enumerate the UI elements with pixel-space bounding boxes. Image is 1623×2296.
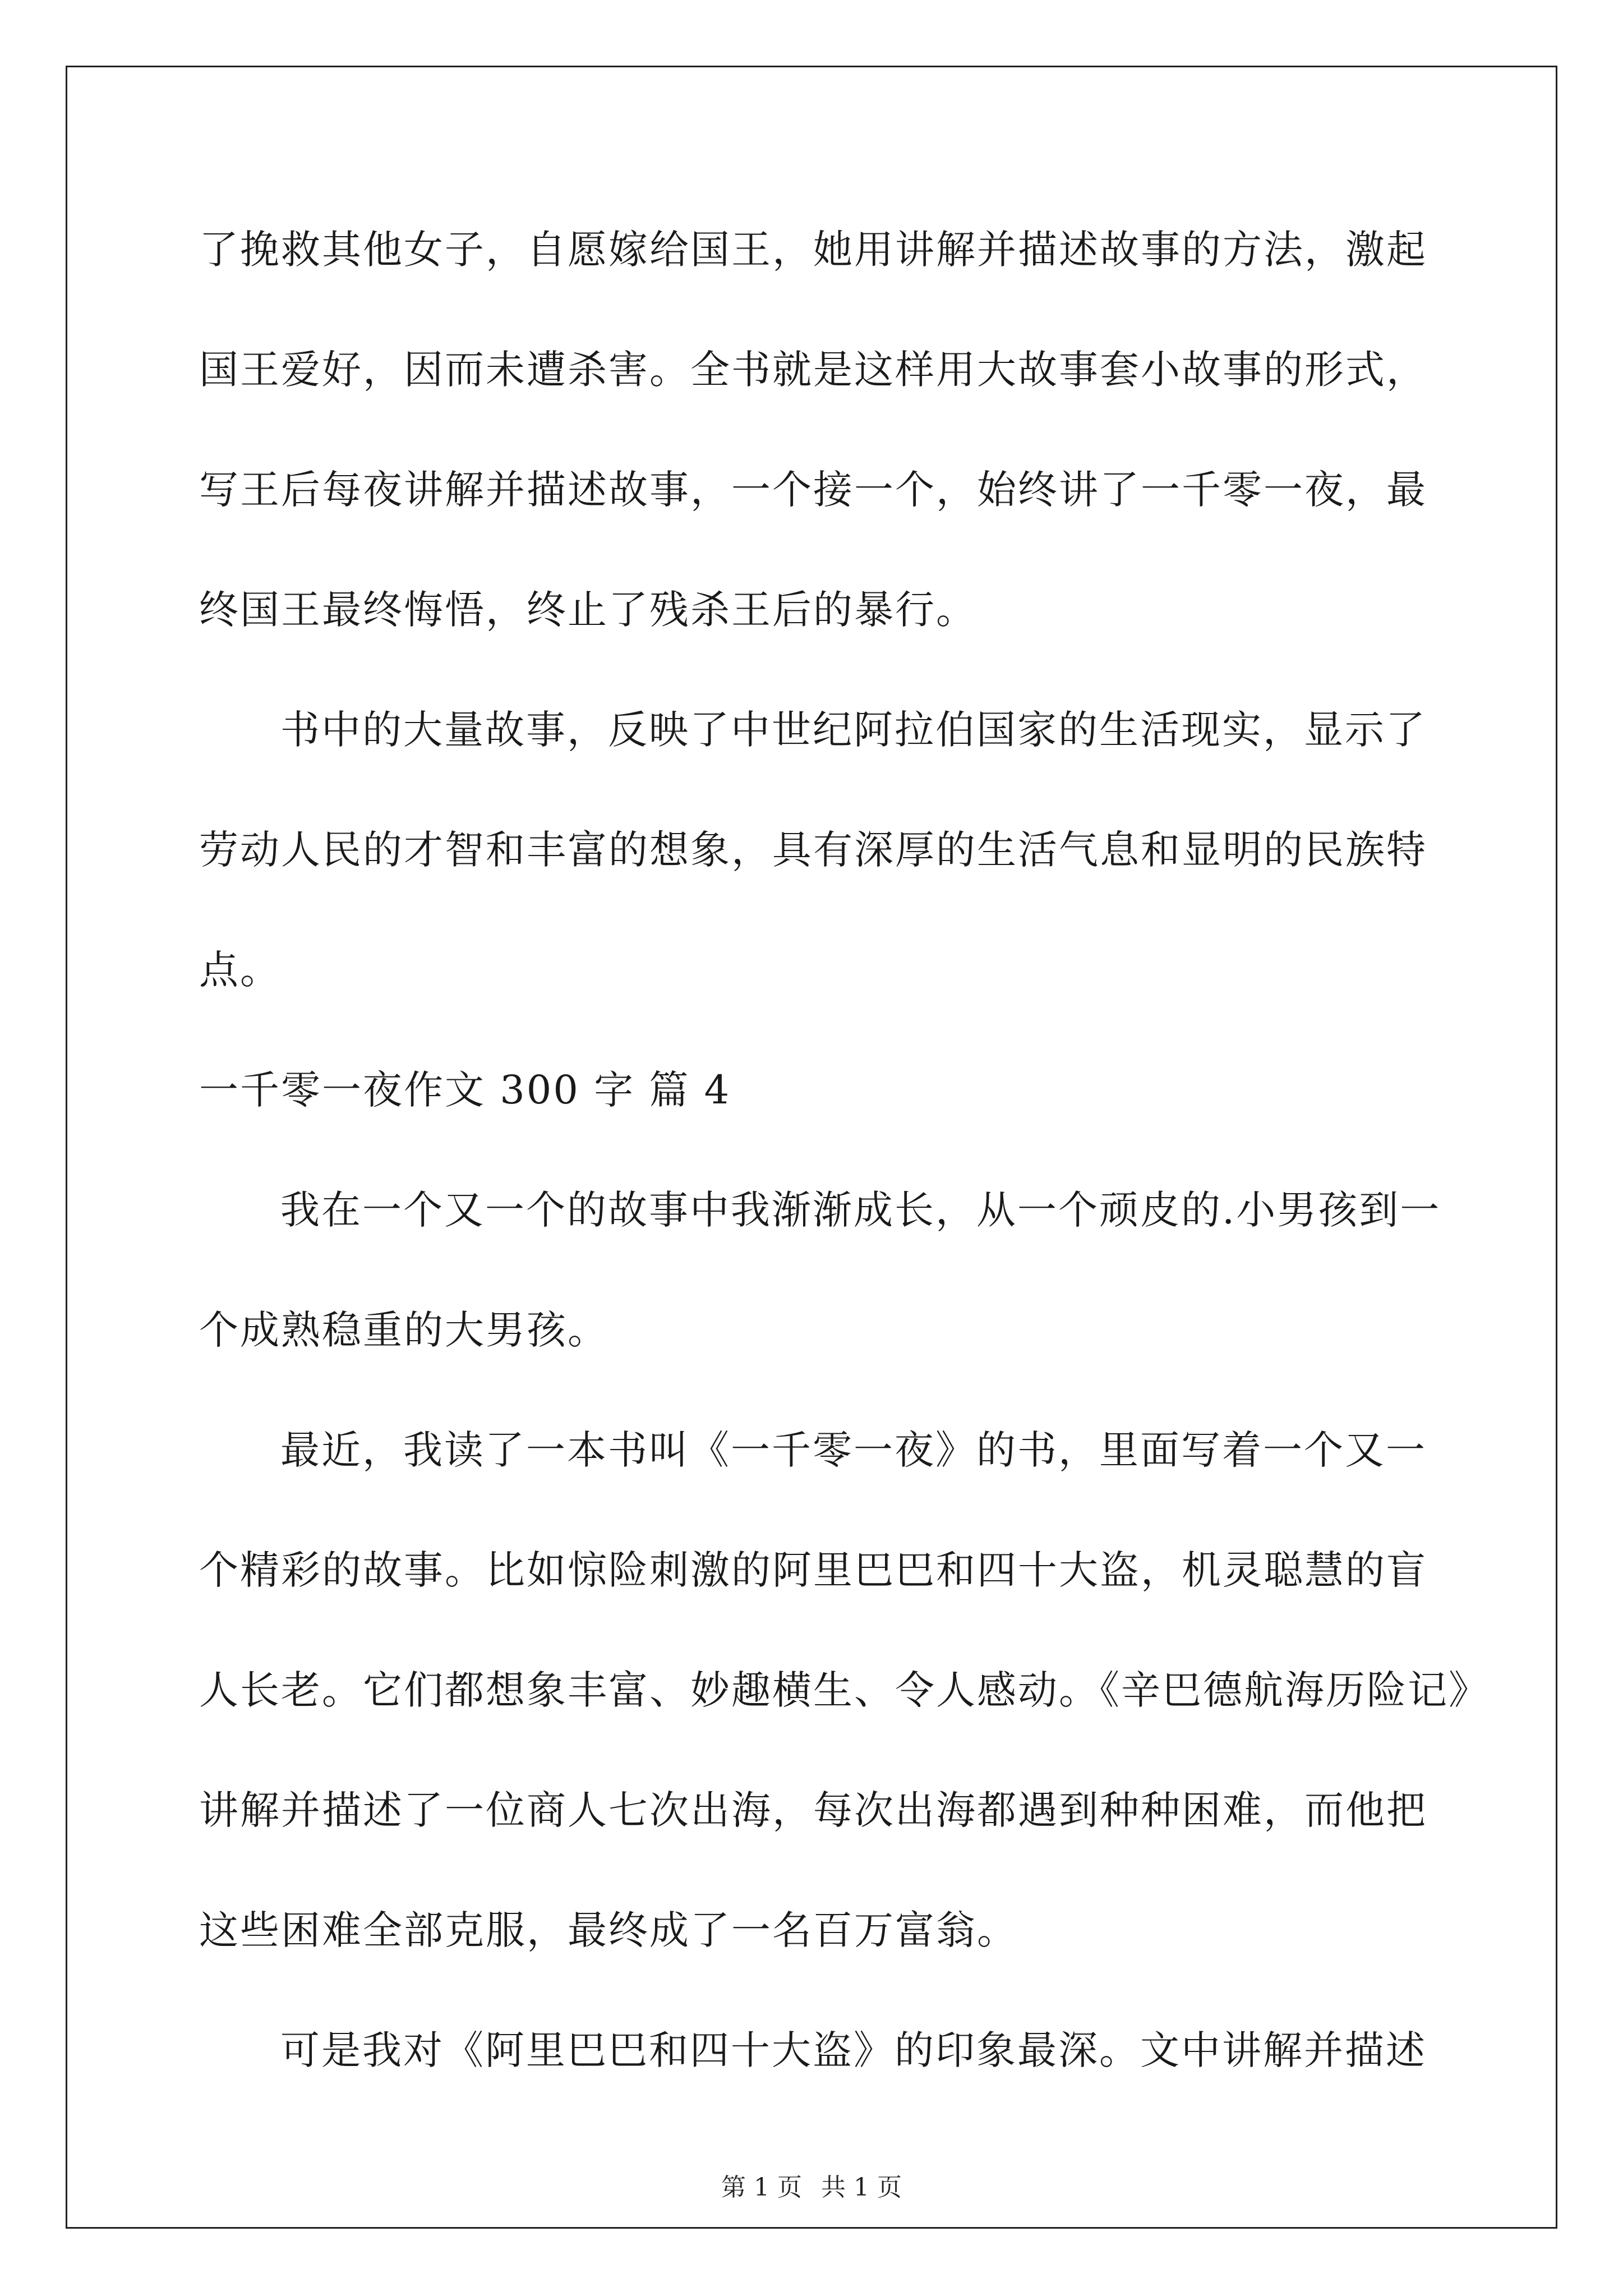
text-line: 写王后每夜讲解并描述故事，一个接一个，始终讲了一千零一夜，最 [199,467,1427,513]
text-line: 人长老。它们都想象丰富、妙趣横生、令人感动。《辛巴德航海历险记》 [199,1667,1490,1713]
paragraph-start-line: 书中的大量故事，反映了中世纪阿拉伯国家的生活现实，显示了 [280,707,1427,753]
text-line: 个精彩的故事。比如惊险刺激的阿里巴巴和四十大盗，机灵聪慧的盲 [199,1547,1427,1593]
text-line: 这些困难全部克服，最终成了一名百万富翁。 [199,1907,1018,1953]
page-number-total: 共 1 页 [821,2173,902,2202]
text-line: 国王爱好，因而未遭杀害。全书就是这样用大故事套小故事的形式， [199,347,1427,393]
text-line: 了挽救其他女子，自愿嫁给国王，她用讲解并描述故事的方法，激起 [199,227,1427,273]
text-line: 个成熟稳重的大男孩。 [199,1307,608,1353]
paragraph-start-line: 可是我对《阿里巴巴和四十大盗》的印象最深。文中讲解并描述 [280,2027,1427,2073]
page-footer [0,2171,1623,2205]
text-line: 终国王最终悔悟，终止了残杀王后的暴行。 [199,587,977,633]
paragraph-start-line: 最近，我读了一本书叫《一千零一夜》的书，里面写着一个又一 [280,1427,1427,1473]
text-line: 劳动人民的才智和丰富的想象，具有深厚的生活气息和显明的民族特 [199,827,1427,873]
text-line: 点。 [199,947,281,993]
section-heading: 一千零一夜作文 300 字 篇 4 [199,1067,731,1113]
paragraph-start-line: 我在一个又一个的故事中我渐渐成长，从一个顽皮的.小男孩到一 [280,1187,1441,1233]
page-number-current: 第 1 页 [721,2173,802,2202]
text-line: 讲解并描述了一位商人七次出海，每次出海都遇到种种困难，而他把 [199,1787,1427,1833]
